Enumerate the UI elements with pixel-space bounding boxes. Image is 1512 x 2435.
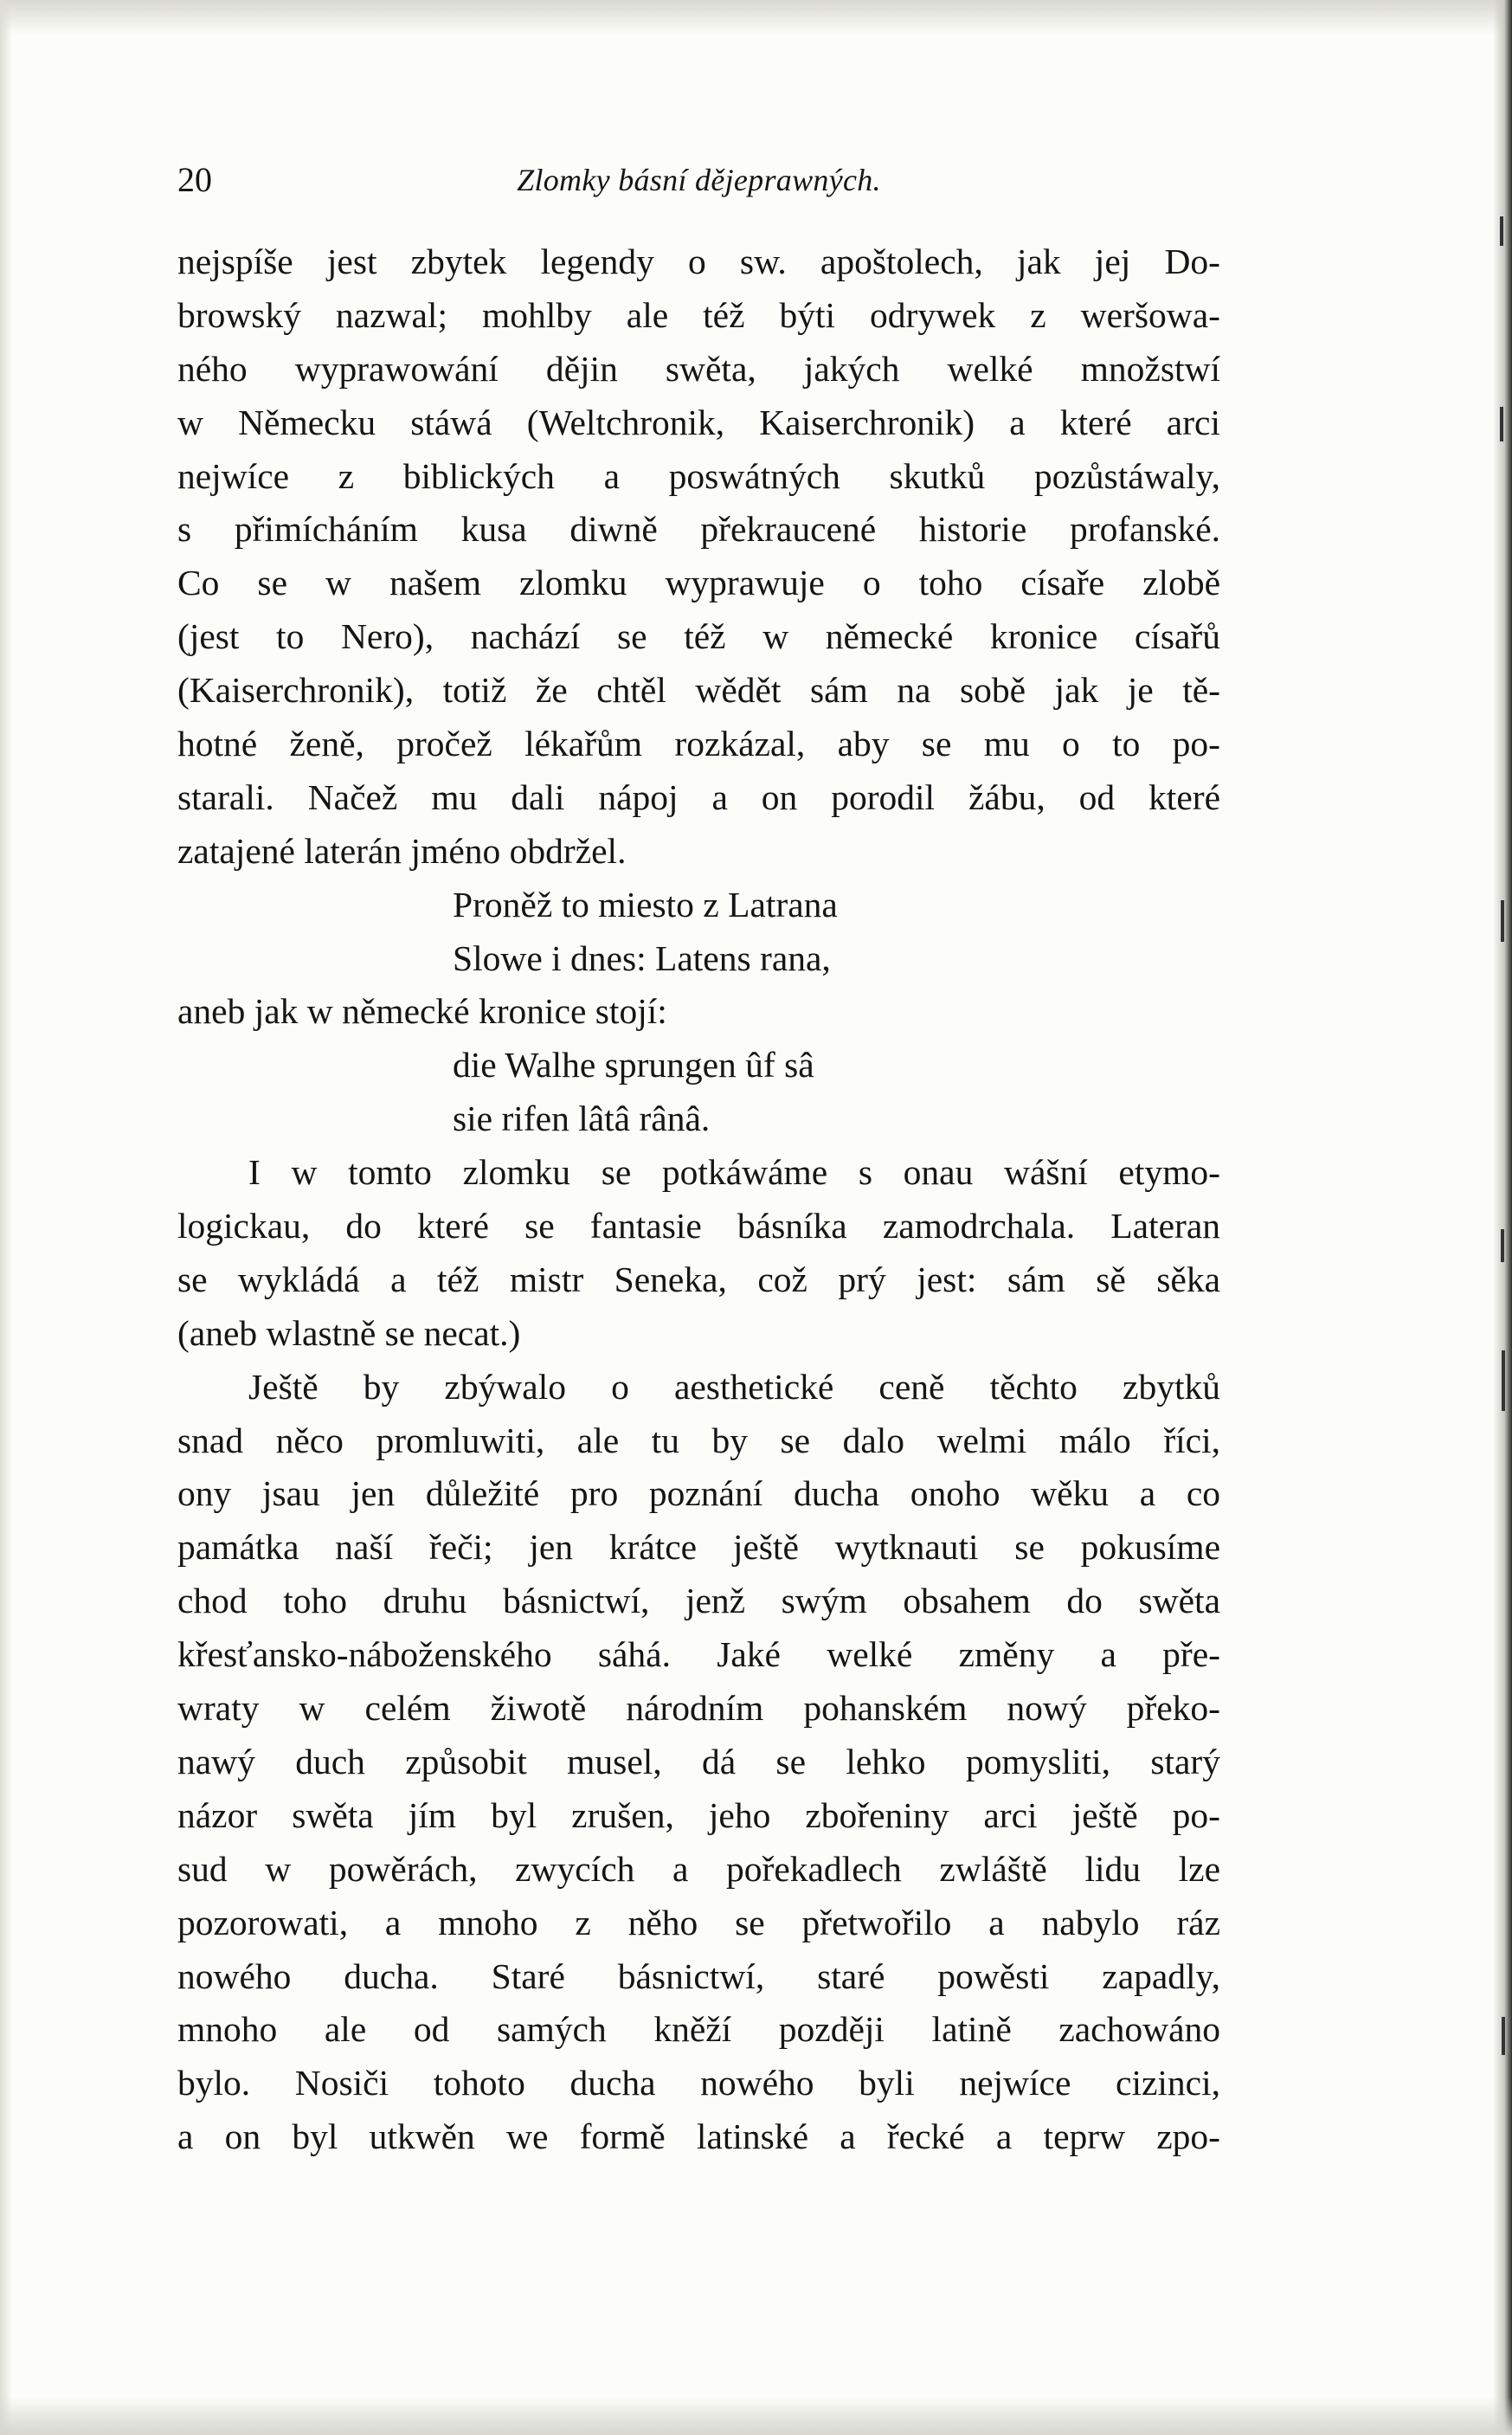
page-right-edge (1493, 0, 1512, 2435)
page-header (177, 154, 1220, 206)
text-line: (jest to Nero), nachází se též w německé kronice císařů (177, 616, 1220, 657)
page-left-shadow (0, 0, 12, 2435)
text-line: die Walhe sprungen ûf sâ (453, 1045, 814, 1085)
text-line: (Kaiserchronik), totiž že chtěl wědět sám na sobě jak je tě- (177, 670, 1220, 711)
margin-mark (1500, 407, 1503, 441)
text-line: bylo. Nosiči tohoto ducha nowého byli nejwíce cizinci, (177, 2063, 1220, 2103)
margin-mark (1502, 1350, 1505, 1411)
text-line: aneb jak w německé kronice stojí: (177, 991, 667, 1032)
text-line: logickau, do které se fantasie básníka zamodrchala. Lateran (177, 1206, 1220, 1246)
margin-mark (1502, 2017, 1505, 2055)
text-line: hotné ženě, pročež lékařům rozkázal, aby se mu o to po- (177, 724, 1220, 764)
text-line: pozorowati, a mnoho z něho se přetwořilo a nabylo ráz (177, 1902, 1220, 1942)
text-line: (aneb wlastně se necat.) (177, 1312, 521, 1353)
text-line: Proněž to miesto z Latrana (453, 884, 838, 924)
text-line: ony jsau jen důležité pro poznání ducha onoho wěku a co (177, 1473, 1220, 1514)
text-line: Co se w našem zlomku wyprawuje o toho císaře zlobě (177, 563, 1220, 603)
text-line: a on byl utkwěn we formě latinské a řecké a teprw zpo- (177, 2116, 1220, 2157)
running-title: Zlomky básní dějeprawných. (517, 163, 881, 197)
page-number: 20 (177, 160, 212, 199)
text-line: wraty w celém žiwotě národním pohanském nowý překo- (177, 1688, 1220, 1729)
text-line: památka naší řeči; jen krátce ještě wytknauti se pokusíme (177, 1527, 1220, 1568)
text-line: nejspíše jest zbytek legendy o sw. apoštolech, jak jej Do- (177, 242, 1220, 281)
text-line: snad něco promluwiti, ale tu by se dalo welmi málo říci, (177, 1420, 1220, 1460)
text-line: I w tomto zlomku se potkáwáme s onau wášní etymo- (248, 1152, 1220, 1193)
text-line: názor swěta jím byl zrušen, jeho zbořeniny arci ještě po- (177, 1794, 1220, 1835)
text-line: nejwíce z biblických a poswátných skutků pozůstáwaly, (177, 455, 1220, 496)
text-line: nawý duch způsobit musel, dá se lehko pomysliti, starý (177, 1741, 1220, 1781)
text-line: sie rifen lâtâ rânâ. (453, 1098, 711, 1139)
text-line: starali. Načež mu dali nápoj a on porodil žábu, od které (177, 776, 1220, 817)
text-line: chod toho druhu básnictwí, jenž swým obsahem do swěta (177, 1581, 1220, 1621)
text-line: křesťansko-náboženského sáhá. Jaké welké změny a pře- (177, 1634, 1220, 1675)
margin-mark (1500, 216, 1503, 246)
text-line: browský nazwal; mohlby ale též býti odrywek z weršowa- (177, 294, 1220, 335)
margin-mark (1501, 1229, 1504, 1262)
body-text (177, 235, 1220, 2164)
text-line: nowého ducha. Staré básnictwí, staré powěsti zapadly, (177, 1955, 1220, 1996)
margin-mark (1501, 900, 1504, 942)
text-line: sud w powěrách, zwycích a pořekadlech zwláště lidu lze (177, 1848, 1220, 1889)
text-line: zatajené laterán jméno obdržel. (177, 830, 627, 871)
text-line: ného wyprawowání dějin swěta, jakých welké množstwí (177, 348, 1220, 389)
text-line: s přimícháním kusa diwně překraucené historie profanské. (177, 509, 1220, 550)
text-line: w Německu stáwá (Weltchronik, Kaiserchronik) a které arci (177, 402, 1220, 442)
text-line: se wykládá a též mistr Seneka, což prý jest: sám sě sěka (177, 1259, 1220, 1299)
text-line: Slowe i dnes: Latens rana, (453, 937, 831, 978)
text-line: Ještě by zbýwalo o aesthetické ceně těchto zbytků (248, 1366, 1220, 1407)
text-line: mnoho ale od samých kněží později latině zachowáno (177, 2009, 1220, 2050)
